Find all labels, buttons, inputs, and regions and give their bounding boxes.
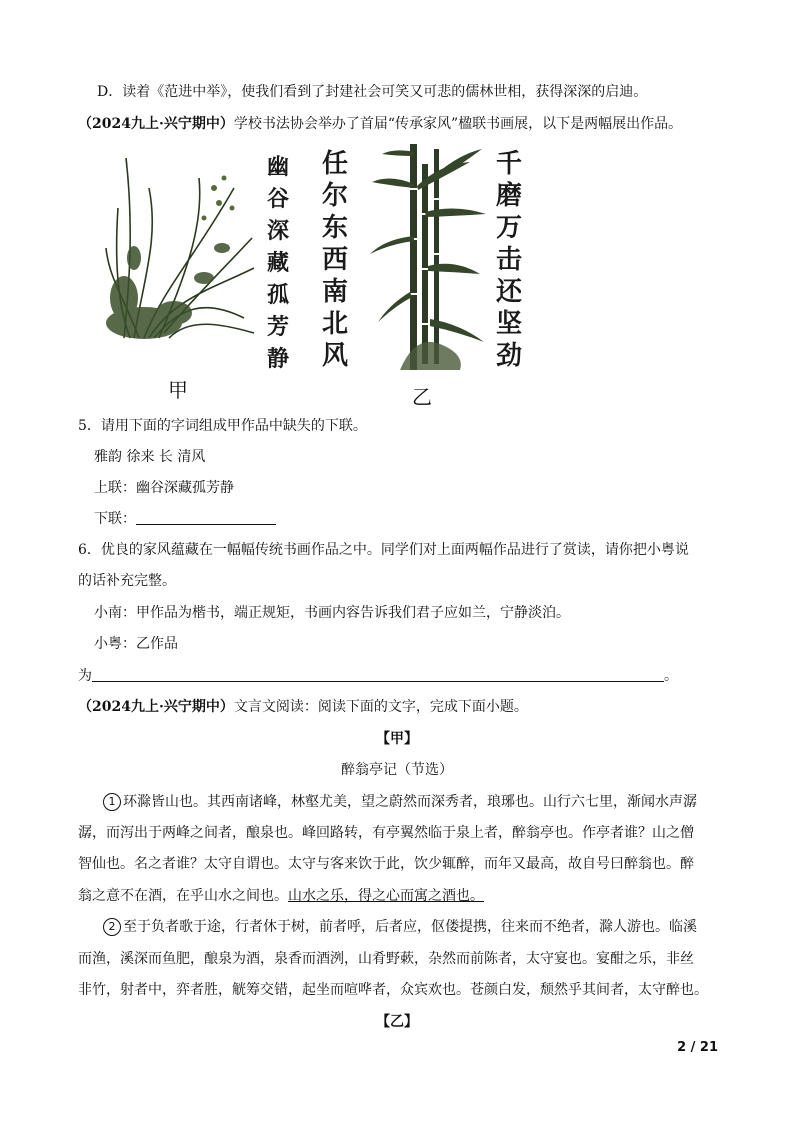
para1-line2: 潺，而泻出于两峰之间者，酿泉也。峰回路转，有亭翼然临于泉上者，醉翁亭也。作亭者谁？山之僧	[78, 825, 694, 841]
para1-line3: 智仙也。名之者谁？太守自谓也。太守与客来饮于此，饮少辄醉，而年又最高，故自号曰醉翁也。醉	[78, 856, 694, 872]
intro-text: 学校书法协会举办了首届“传承家风”楹联书画展，以下是两幅展出作品。	[233, 116, 683, 132]
q5-lower	[94, 509, 276, 529]
yi-couplet-left: 千磨万击还坚劲	[495, 149, 522, 371]
para1-number: 1	[103, 793, 121, 811]
intro-2	[78, 697, 528, 717]
section-yi-heading: 【乙】	[376, 1014, 418, 1030]
para2-number: 2	[103, 918, 121, 936]
q5-prompt: 5．请用下面的字词组成甲作品中缺失的下联。	[78, 418, 367, 434]
orchid-painting	[104, 148, 256, 344]
para1-text-4a: 翁之意不在酒，在乎山水之间也。	[78, 888, 288, 904]
q6-answer-line	[78, 666, 678, 686]
intro-1	[78, 114, 682, 134]
q6-wei: 为	[78, 668, 92, 684]
q5-words: 雅韵 徐来 长 清风	[94, 449, 206, 465]
q6-answer-blank[interactable]	[92, 667, 664, 682]
q5-answer-blank[interactable]	[136, 510, 276, 525]
label-yi: 乙	[412, 385, 432, 409]
q6-prompt-2: 的话补充完整。	[78, 573, 176, 589]
para2-text-1: 至于负者歌于途，行者休于树，前者呼，后者应，伛偻提携，往来而不绝者，滁人游也。临溪	[123, 919, 697, 935]
para2-line2: 而渔，溪深而鱼肥，酿泉为酒，泉香而酒洌，山肴野蔌，杂然而前陈者，太守宴也。宴酣之乐，非丝	[78, 951, 694, 967]
source-tag: （2024九上·兴宁期中）	[78, 116, 234, 132]
section-jia-heading: 【甲】	[376, 731, 418, 747]
bamboo-painting	[370, 144, 488, 370]
label-jia: 甲	[168, 378, 188, 402]
essay-title: 醉翁亭记（节选）	[341, 762, 453, 778]
para2-line3: 非竹，射者中，弈者胜，觥筹交错，起坐而喧哗者，众宾欢也。苍颜白发，颓然乎其间者，太守醉也。	[78, 982, 708, 998]
jia-couplet: 幽谷深藏孤芳静	[266, 155, 289, 372]
para1-line1	[103, 792, 697, 812]
yi-couplet-right: 任尔东西南北风	[321, 149, 348, 371]
para1-text-1: 环滁皆山也。其西南诸峰，林壑尤美，望之蔚然而深秀者，琅琊也。山行六七里，渐闻水声潺	[123, 794, 697, 810]
q6-xiaoyue: 小粤：乙作品	[94, 636, 178, 652]
option-d: D．读着《范进中举》，使我们看到了封建社会可笑又可悲的儒林世相，获得深深的启迪。	[97, 84, 648, 100]
page-number: 2 / 21	[677, 1040, 718, 1055]
q5-upper: 上联：幽谷深藏孤芳静	[94, 480, 234, 496]
source-tag-2: （2024九上·兴宁期中）	[78, 699, 234, 715]
intro-text-2: 文言文阅读：阅读下面的文字，完成下面小题。	[233, 699, 528, 715]
q6-xiaonan: 小南：甲作品为楷书，端正规矩，书画内容告诉我们君子应如兰，宁静淡泊。	[94, 605, 570, 621]
q6-prompt-1: 6．优良的家风蕴藏在一幅幅传统书画作品之中。同学们对上面两幅作品进行了赏读，请你把小粤说	[78, 542, 689, 558]
para1-line4	[78, 886, 484, 906]
para1-underlined-sentence: 山水之乐，得之心而寓之酒也。	[288, 888, 484, 904]
q6-end: 。	[664, 668, 678, 684]
para2-line1	[103, 917, 697, 937]
q5-lower-label: 下联：	[94, 511, 136, 527]
